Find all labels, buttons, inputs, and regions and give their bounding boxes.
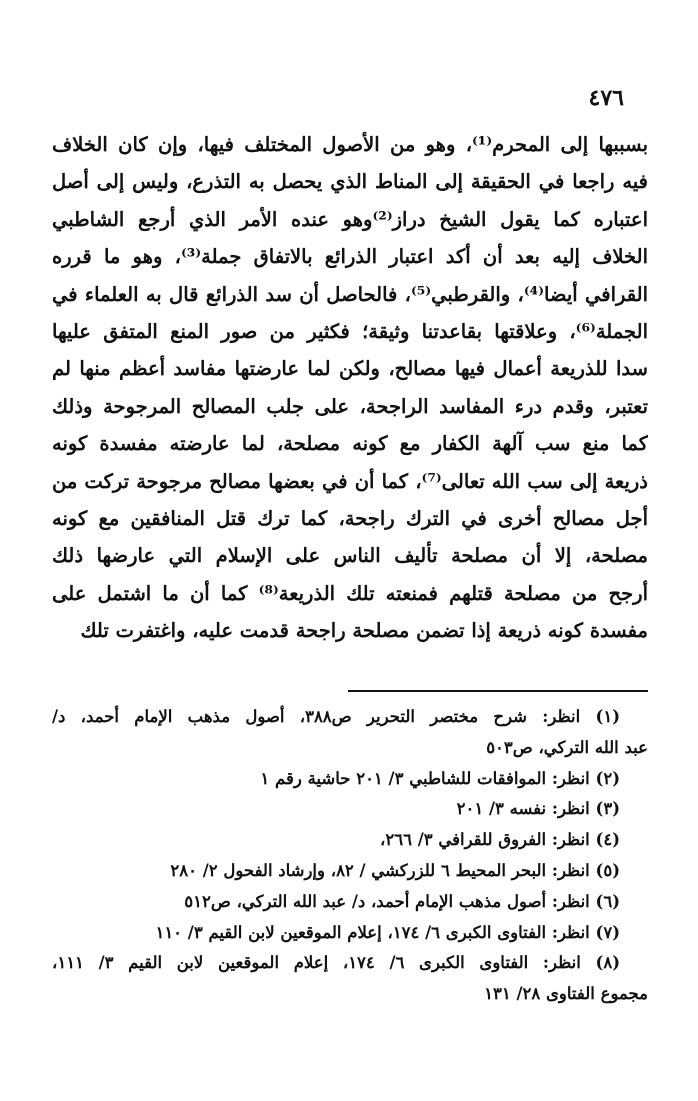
footnote-2: (٢) انظر: الموافقات للشاطبي ٣/ ٢٠١ حاشية رقم ١ (260, 768, 620, 788)
body-line: اعتباره كما يقول الشيخ دراز⁽²⁾وهو عنده الأمر الذي أرجع الشاطبي (52, 207, 648, 231)
body-line: ذريعة إلى سب الله تعالى⁽⁷⁾، كما أن في بعضها مصالح مرجوحة تركت من (52, 469, 648, 493)
footnote-8: (٨) انظر: الفتاوى الكبرى ٦/ ١٧٤، إعلام الموقعين لابن القيم ٣/ ١١١، (52, 953, 620, 973)
body-line: الخلاف إليه بعد أن أكد اعتبار الذرائع بالاتفاق جملة⁽³⁾، وهو ما قرره (52, 245, 648, 269)
footnote-5: (٥) انظر: البحر المحيط ٦ للزركشي / ٨٢، وإرشاد الفحول ٢/ ٢٨٠ (170, 860, 620, 880)
footnote-6: (٦) انظر: أصول مذهب الإمام أحمد، د/ عبد الله التركي، ص٥١٢ (184, 891, 620, 911)
page-number: ٤٧٦ (588, 85, 624, 111)
footnote-3: (٣) انظر: نفسه ٣/ ٢٠١ (456, 799, 620, 819)
body-line: تعتبر، وقدم درء المفاسد الراجحة، على جلب المصالح المرجوحة وذلك (52, 394, 648, 418)
body-line: كما منع سب آلهة الكفار مع كونه مصلحة، لما عارضته مفسدة كونه (52, 432, 648, 456)
body-line: فيه راجعا في الحقيقة إلى المناط الذي يحصل به التذرع، وليس إلى أصل (52, 170, 648, 194)
body-line: أرجح من مصلحة قتلهم فمنعته تلك الذريعة⁽⁸⁾ كما أن ما اشتمل على (52, 581, 648, 605)
footnotes (52, 702, 648, 1010)
footnote-4: (٤) انظر: الفروق للقرافي ٣/ ٢٦٦، (380, 830, 620, 850)
body-line: مفسدة كونه ذريعة إذا تضمن مصلحة راجحة قدمت عليه، واغتفرت تلك (80, 619, 648, 643)
body-line: بسببها إلى المحرم⁽¹⁾، وهو من الأصول المختلف فيها، وإن كان الخلاف (52, 133, 648, 156)
body-line: مصلحة، إلا أن مصلحة تأليف الناس على الإسلام التي عارضها ذلك (52, 544, 648, 568)
footnote-1: (١) انظر: شرح مختصر التحرير ص٣٨٨، أصول مذهب الإمام أحمد، د/ (52, 707, 620, 726)
body-line: القرافي أيضا⁽⁴⁾، والقرطبي⁽⁵⁾، فالحاصل أن سد الذرائع قال به العلماء في (52, 282, 648, 306)
body-line: أجل مصالح أخرى في الترك راجحة، كما ترك قتل المنافقين مع كونه (52, 506, 648, 530)
footnote-8-continuation: مجموع الفتاوى ٢٨/ ١٣١ (484, 984, 648, 1004)
body-text (52, 126, 648, 649)
body-line: الجملة⁽⁶⁾، وعلاقتها بقاعدتنا وثيقة؛ فكثير من صور المنع المتفق عليها (52, 319, 648, 343)
footnote-7: (٧) انظر: الفتاوى الكبرى ٦/ ١٧٤، إعلام الموقعين لابن القيم ٣/ ١١٠ (155, 922, 620, 942)
footnote-separator (348, 690, 648, 692)
body-line: سدا للذريعة أعمال فيها مصالح، ولكن لما عارضتها مفاسد أعظم منها لم (52, 357, 648, 381)
footnote-1-continuation: عبد الله التركي، ص٥٠٣ (486, 737, 648, 757)
